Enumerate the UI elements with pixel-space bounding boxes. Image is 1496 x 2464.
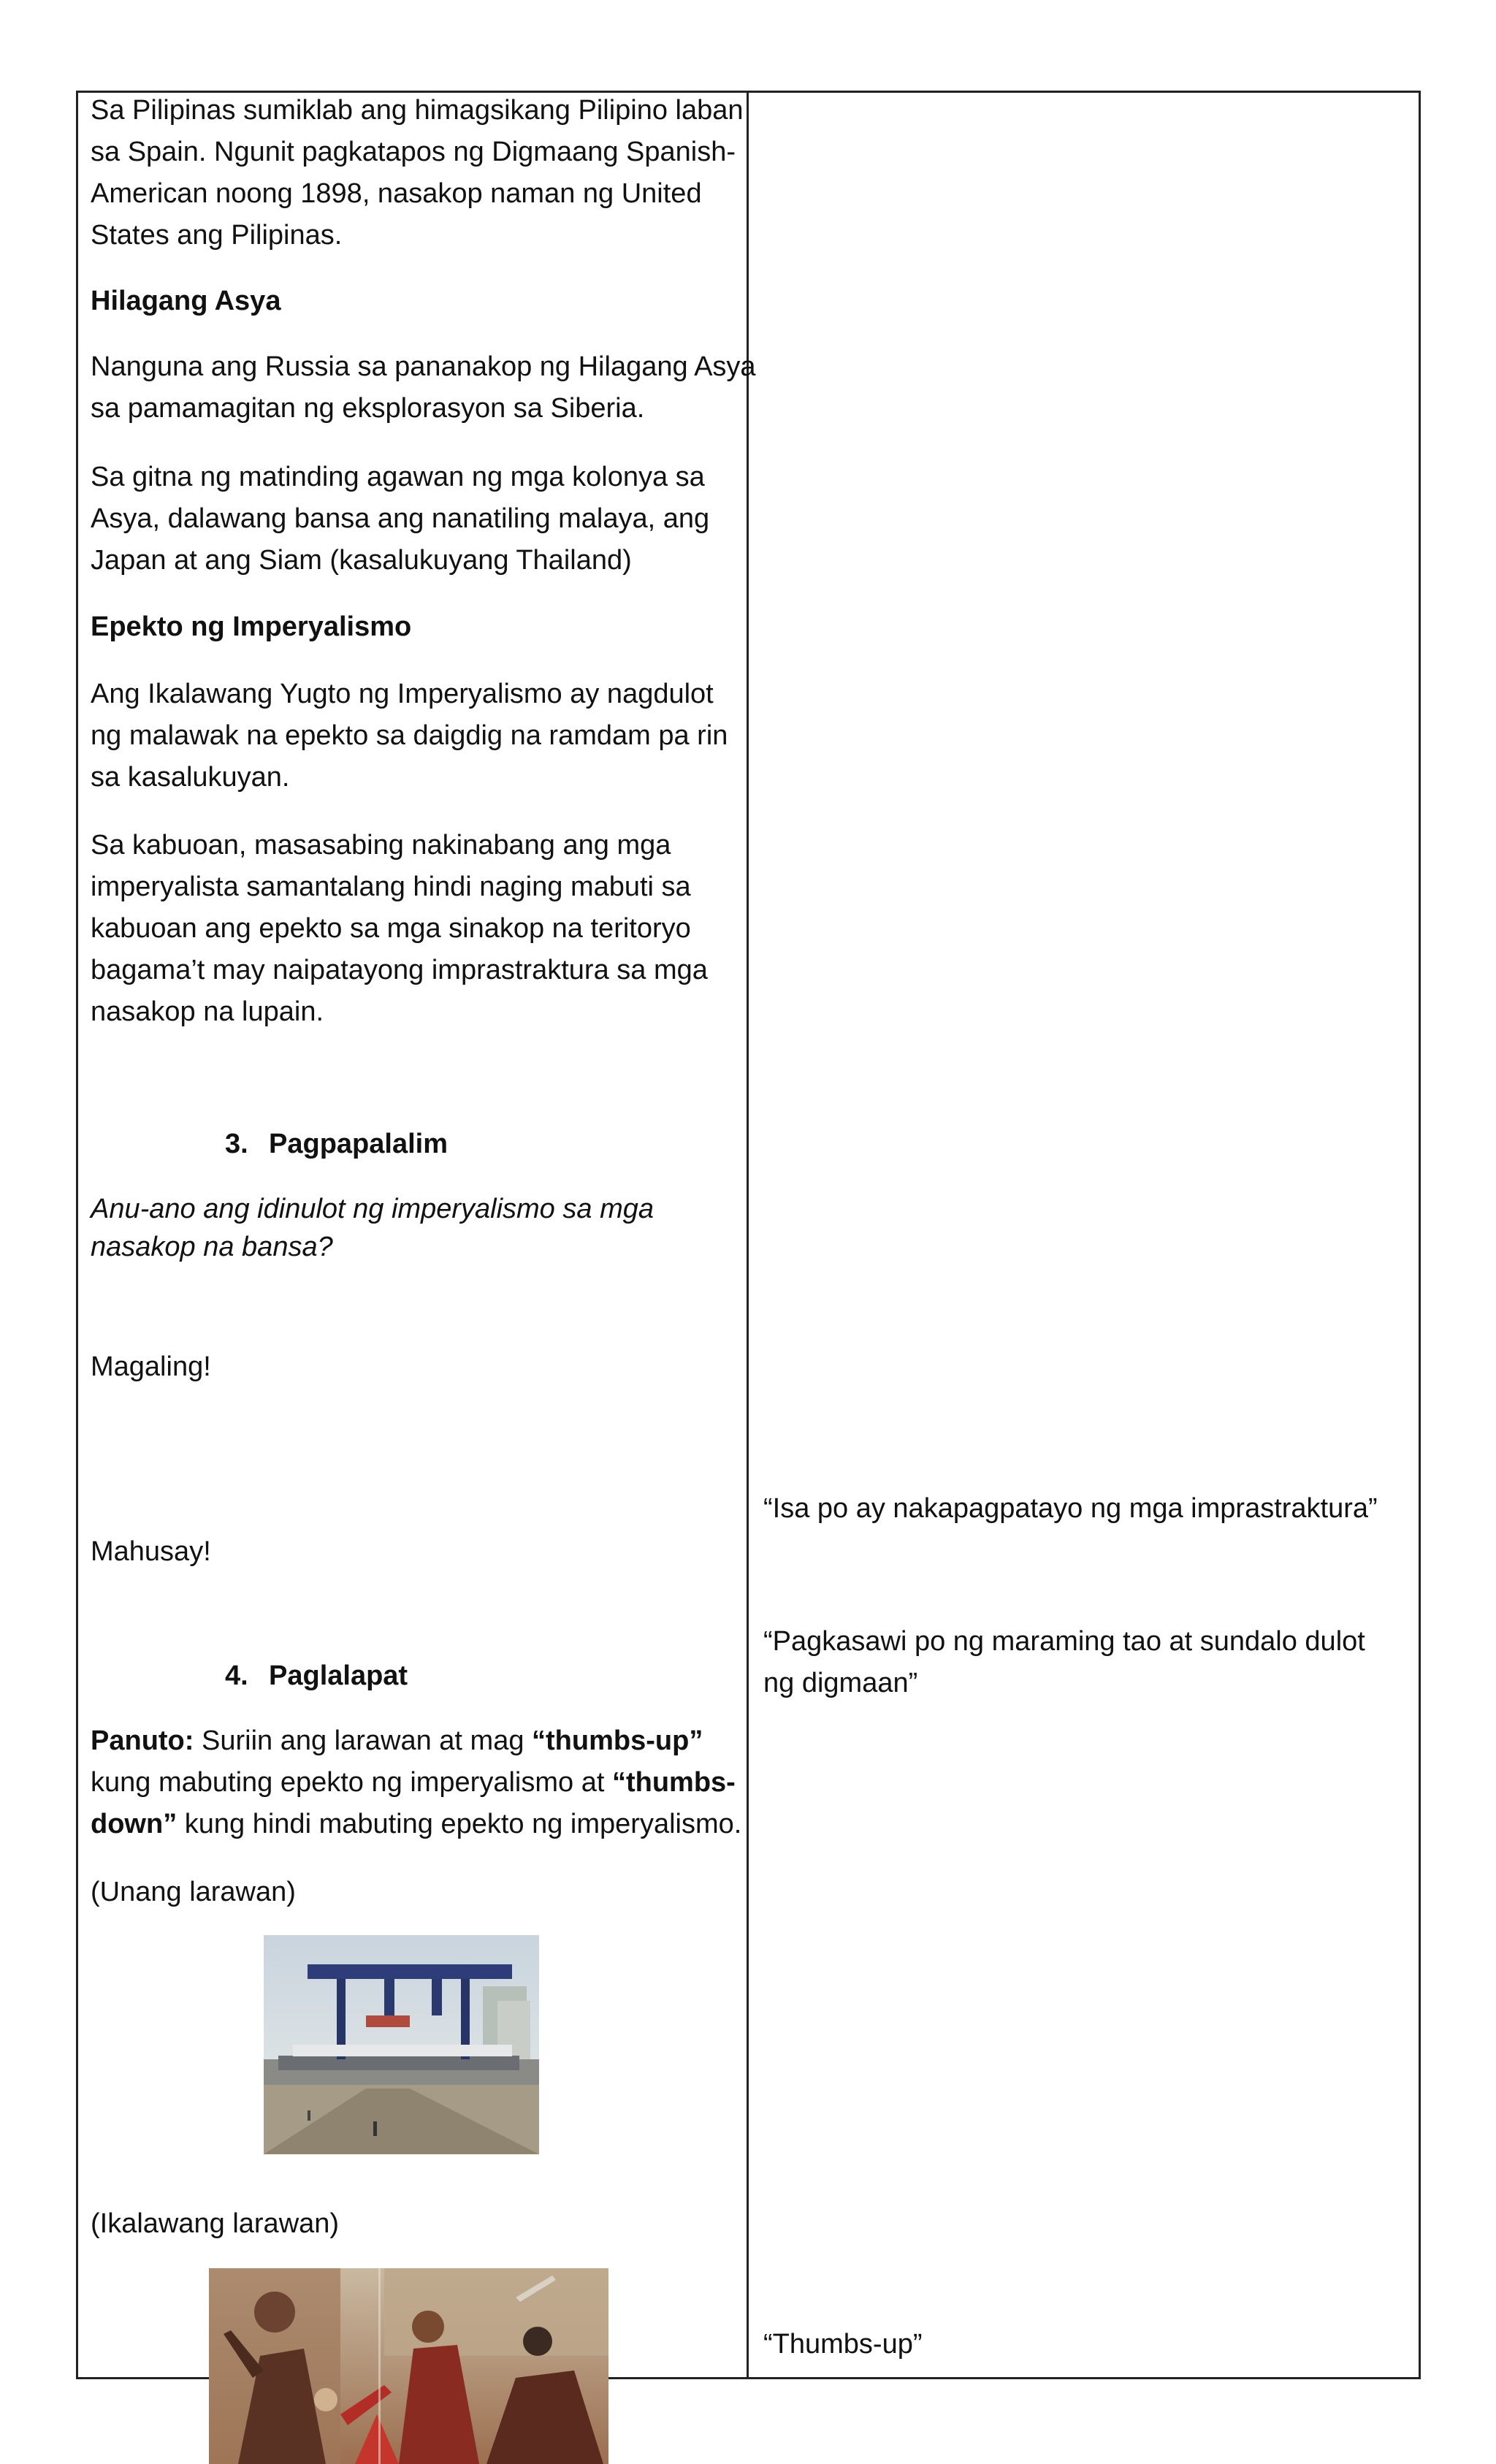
para-philippines-line-4: States ang Pilipinas. — [91, 220, 343, 251]
para-russia-line-1: Nanguna ang Russia sa pananakop ng Hilagang Asya — [91, 351, 756, 382]
answer-imprastraktura: “Isa po ay nakapagpatayo ng mga imprastraktura” — [763, 1493, 1378, 1524]
para-philippines-line-1: Sa Pilipinas sumiklab ang himagsikang Pilipino laban — [91, 95, 744, 126]
panuto-thumbs-down-a: “thumbs- — [611, 1767, 736, 1798]
construction-gantry-photo — [264, 1935, 539, 2154]
para-kabuoan-line-2: imperyalista samantalang hindi naging mabuti sa — [91, 871, 691, 902]
panuto-thumbs-down-b: down” — [91, 1809, 178, 1839]
panuto-text-2: kung mabuting epekto ng imperyalismo at — [91, 1767, 612, 1798]
battle-painting-photo — [209, 2268, 608, 2464]
para-russia-line-2: sa pamamagitan ng eksplorasyon sa Siberia. — [91, 393, 645, 424]
answer-thumbs-up: “Thumbs-up” — [763, 2329, 923, 2360]
panuto-thumbs-up: “thumbs-up” — [532, 1725, 703, 1756]
panuto-line-2 — [91, 1762, 736, 1804]
praise-magaling: Magaling! — [91, 1351, 211, 1382]
para-yugto-line-2: ng malawak na epekto sa daigdig na ramdam pa rin — [91, 720, 728, 751]
para-kabuoan-line-5: nasakop na lupain. — [91, 996, 324, 1027]
para-kolonya-line-2: Asya, dalawang bansa ang nanatiling malaya, ang — [91, 503, 710, 534]
image-2-caption: (Ikalawang larawan) — [91, 2208, 340, 2239]
praise-mahusay: Mahusay! — [91, 1536, 211, 1567]
answer-pagkasawi-line-1: “Pagkasawi po ng maraming tao at sundalo dulot — [763, 1626, 1365, 1657]
para-kolonya-line-3: Japan at ang Siam (kasalukuyang Thailand) — [91, 545, 632, 576]
para-yugto-line-3: sa kasalukuyan. — [91, 762, 290, 793]
para-philippines-line-2: sa Spain. Ngunit pagkatapos ng Digmaang Spanish- — [91, 137, 736, 167]
heading-epekto: Epekto ng Imperyalismo — [91, 611, 412, 642]
para-kabuoan-line-3: kabuoan ang epekto sa mga sinakop na teritoryo — [91, 913, 691, 944]
section-3-number: 3. — [225, 1129, 248, 1159]
section-4-title: Paglalapat — [269, 1660, 408, 1691]
para-kabuoan-line-1: Sa kabuoan, masasabing nakinabang ang mga — [91, 830, 671, 861]
section-3-title: Pagpapalalim — [269, 1129, 448, 1159]
panuto-line-1 — [91, 1720, 703, 1762]
para-philippines-line-3: American noong 1898, nasakop naman ng United — [91, 178, 702, 209]
panuto-line-3 — [91, 1804, 741, 1845]
image-1-caption: (Unang larawan) — [91, 1877, 296, 1907]
column-divider — [747, 91, 749, 2379]
answer-pagkasawi-line-2: ng digmaan” — [763, 1668, 918, 1698]
panuto-text-1: Suriin ang larawan at mag — [194, 1725, 533, 1756]
para-yugto-line-1: Ang Ikalawang Yugto ng Imperyalismo ay nagdulot — [91, 679, 714, 709]
para-kolonya-line-1: Sa gitna ng matinding agawan ng mga kolonya sa — [91, 462, 705, 492]
panuto-text-3: kung hindi mabuting epekto ng imperyalismo. — [177, 1809, 742, 1839]
question-line-2: nasakop na bansa? — [91, 1232, 333, 1262]
section-4-number: 4. — [225, 1660, 248, 1691]
heading-hilagang-asya: Hilagang Asya — [91, 286, 281, 316]
question-line-1: Anu-ano ang idinulot ng imperyalismo sa mga — [91, 1194, 654, 1224]
para-kabuoan-line-4: bagama’t may naipatayong imprastraktura sa mga — [91, 955, 708, 985]
panuto-label: Panuto: — [91, 1725, 194, 1756]
